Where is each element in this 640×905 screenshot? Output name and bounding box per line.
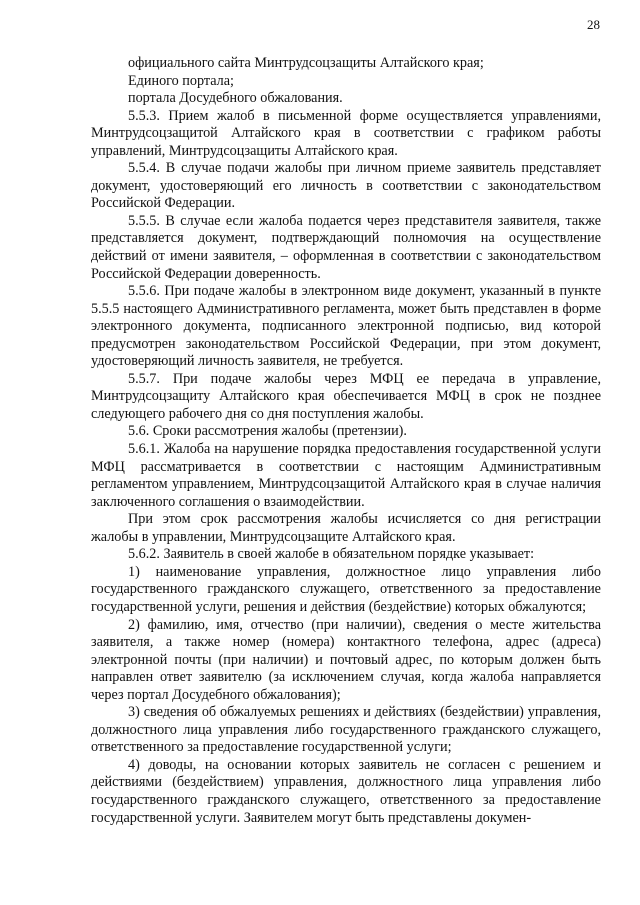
list-item-2: 2) фамилию, имя, отчество (при наличии), сведения о месте жительства заявителя, а также номер (номера) контактного телефона, адрес (адреса) электронной почты (при наличии) и почтовый адрес, по которым должен быть направлен ответ заявителю (за исключением случая, когда жалоба направляется через портал Досудебного обжалования); xyxy=(91,616,601,703)
paragraph-5-5-3: 5.5.3. Прием жалоб в письменной форме осуществляется управлениями, Минтрудсоцзащитой Алтайского края в соответствии с графиком работы управлений, Минтрудсоцзащиты Алтайского края. xyxy=(91,107,601,159)
paragraph-5-5-4: 5.5.4. В случае подачи жалобы при личном приеме заявитель представляет документ, удостоверяющий его личность в соответствии с законодательством Российской Федерации. xyxy=(91,160,601,212)
section-heading-5-6: 5.6. Сроки рассмотрения жалобы (претензии). xyxy=(128,423,407,440)
list-item-1: 1) наименование управления, должностное лицо управления либо государственного гражданского служащего, ответственного за предоставление государственной услуги, решения и действия (бездействие) которых обжалуются; xyxy=(91,563,601,615)
list-item-3: 3) сведения об обжалуемых решениях и действиях (бездействии) управления, должностного лица управления либо государственного гражданского служащего, ответственного за предоставление государственной услуги; xyxy=(91,704,601,756)
page-number: 28 xyxy=(587,17,600,32)
paragraph-5-6-2: 5.6.2. Заявитель в своей жалобе в обязательном порядке указывает: xyxy=(128,546,535,563)
list-item-4: 4) доводы, на основании которых заявитель не согласен с решением и действиями (бездействием) управления, должностного лица управления либо государственного гражданского служащего, ответственного за предоставление государственной услуги. Заявителем могут быть представлены докумен- xyxy=(91,756,601,826)
paragraph-5-5-5: 5.5.5. В случае если жалоба подается через представителя заявителя, также представляется документ, подтверждающий полномочия на осуществление действий от имени заявителя, – оформленная в соответствии с законодательством Российской Федерации доверенность. xyxy=(91,212,601,282)
paragraph-5-5-7: 5.5.7. При подаче жалобы через МФЦ ее передача в управление, Минтрудсоцзащиту Алтайского края обеспечивается МФЦ в срок не позднее следующего рабочего дня со дня поступления жалобы. xyxy=(91,370,601,422)
list-item-unified-portal: Единого портала; xyxy=(128,72,234,89)
list-item-pretrial-portal: портала Досудебного обжалования. xyxy=(128,90,343,107)
paragraph-5-5-6: 5.5.6. При подаче жалобы в электронном виде документ, указанный в пункте 5.5.5 настоящего Административного регламента, может быть представлен в форме электронного документа, подписанного электронной подписью, вид которой предусмотрен законодательством Российской Федерации, при этом документ, удостоверяющий личность заявителя, не требуется. xyxy=(91,283,601,370)
document-body xyxy=(91,55,601,827)
list-item-official-site: официального сайта Минтрудсоцзащиты Алтайского края; xyxy=(128,55,484,71)
paragraph-5-6-1: 5.6.1. Жалоба на нарушение порядка предоставления государственной услуги МФЦ рассматривается в соответствии с настоящим Административным регламентом управлением, Минтрудсоцзащитой Алтайского края в случае наличия заключенного соглашения о взаимодействии. xyxy=(91,441,601,510)
paragraph-review-period: При этом срок рассмотрения жалобы исчисляется со дня регистрации жалобы в управлении, Минтрудсоцзащите Алтайского края. xyxy=(91,511,601,545)
